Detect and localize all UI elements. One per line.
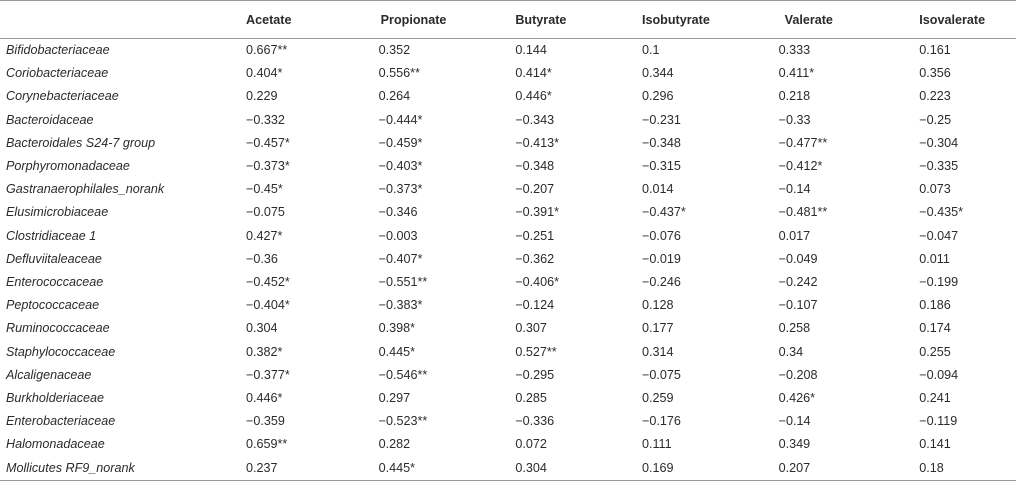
correlation-cell: 0.207 [747,456,882,481]
correlation-cell: −0.348 [515,159,555,174]
correlation-cell: 0.141 [919,437,951,452]
family-name-cell: Enterococcaceae [6,274,104,289]
table-row [0,85,1016,108]
correlation-cell: −0.33 [778,112,811,127]
correlation-cell: −0.546** [378,367,428,382]
correlation-cell: −0.335 [919,159,959,174]
correlation-cell: −0.346 [378,205,418,220]
correlation-cell: 0.223 [919,89,951,104]
correlation-cell: 0.285 [515,390,547,405]
correlation-cell: −0.231 [641,112,681,127]
table-row [0,201,1016,224]
correlation-cell: −0.199 [919,274,959,289]
correlation-cell: −0.242 [778,274,818,289]
correlation-cell: 0.011 [919,251,950,266]
family-name-cell: Coriobacteriaceae [6,66,109,81]
correlation-cell: 0.398* [378,321,416,336]
correlation-cell: 0.667** [246,43,288,58]
table-row [0,108,1016,131]
correlation-cell: −0.377* [246,367,290,382]
correlation-cell: 0.356 [919,66,951,81]
correlation-cell: 0.111 [641,437,672,452]
family-name-cell: Corynebacteriaceae [6,89,119,104]
correlation-cell: −0.383* [378,298,423,313]
correlation-cell: 0.218 [778,89,811,104]
family-name-cell: Gastranaerophilales_norank [6,182,165,197]
correlation-cell: 0.427* [246,228,283,243]
family-name-cell: Elusimicrobiaceae [6,205,109,220]
correlation-cell: −0.403* [378,159,423,174]
correlation-cell: 0.169 [612,456,747,481]
correlation-cell: −0.407* [378,251,423,266]
correlation-cell: −0.207 [515,182,555,197]
family-name-cell: Defluviitaleaceae [6,251,102,266]
correlation-cell: 0.382* [246,344,283,359]
correlation-cell: −0.251 [515,228,555,243]
family-name-cell: Ruminococcaceae [6,321,110,336]
correlation-cell: −0.362 [515,251,555,266]
table-row [0,363,1016,386]
family-name-cell: Halomonadaceae [6,437,105,452]
correlation-cell: −0.348 [641,135,681,150]
header-isovalerate: Isovalerate [881,1,1016,39]
correlation-cell: −0.107 [778,298,818,313]
correlation-cell: 0.282 [378,437,411,452]
table-row [0,131,1016,154]
table-row [0,178,1016,201]
correlation-cell: 0.527** [515,344,557,359]
correlation-cell: 0.258 [778,321,811,336]
correlation-cell: −0.36 [246,251,278,266]
correlation-cell: 0.229 [246,89,278,104]
correlation-cell: 0.259 [641,390,674,405]
correlation-cell: 0.014 [641,182,674,197]
correlation-cell: 0.344 [641,66,674,81]
correlation-cell: 0.186 [919,298,951,313]
family-name-cell: Bacteroidaceae [6,112,94,127]
correlation-cell: −0.45* [246,182,283,197]
correlation-cell: 0.333 [778,43,811,58]
correlation-cell: 0.1 [641,43,660,58]
table-row [0,294,1016,317]
correlation-cell: 0.426* [778,390,816,405]
correlation-cell: −0.359 [246,414,285,429]
correlation-cell: 0.414* [515,66,552,81]
correlation-cell: −0.373* [246,159,290,174]
correlation-cell: −0.391* [515,205,560,220]
correlation-cell: −0.332 [246,112,285,127]
correlation-cell: 0.177 [641,321,674,336]
correlation-cell: −0.481** [778,205,828,220]
family-name-cell: Bifidobacteriaceae [6,43,110,58]
correlation-cell: −0.452* [246,274,290,289]
correlation-cell: 0.314 [641,344,674,359]
correlation-cell: −0.075 [641,367,681,382]
correlation-cell: −0.246 [641,274,681,289]
table-body [0,39,1016,481]
correlation-cell: 0.241 [919,390,951,405]
correlation-cell: 0.411* [778,66,815,81]
correlation-cell: 0.349 [778,437,811,452]
correlation-cell: −0.208 [778,367,818,382]
family-name-cell: Burkholderiaceae [6,390,105,405]
correlation-cell: −0.047 [919,228,959,243]
correlation-cell: −0.049 [778,251,818,266]
correlation-cell: −0.477** [778,135,828,150]
correlation-cell: −0.435* [919,205,964,220]
correlation-cell: −0.075 [246,205,285,220]
family-name-cell: Alcaligenaceae [6,367,92,382]
correlation-cell: −0.413* [515,135,560,150]
correlation-cell: −0.406* [515,274,560,289]
correlation-cell: 0.445* [343,456,478,481]
header-family [0,1,208,39]
correlation-cell: 0.297 [378,390,411,405]
correlation-cell: 0.659** [246,437,288,452]
correlation-cell: −0.304 [919,135,959,150]
correlation-cell: 0.404* [246,66,283,81]
table-row [0,410,1016,433]
family-name-cell: Mollicutes RF9_norank [0,456,208,481]
correlation-cell: −0.25 [919,112,952,127]
header-row [0,1,1016,39]
table-row [0,317,1016,340]
correlation-cell: −0.094 [919,367,959,382]
header-valerate: Valerate [747,1,882,39]
correlation-cell: 0.445* [378,344,416,359]
table-row [0,154,1016,177]
header-isobutyrate: Isobutyrate [612,1,747,39]
correlation-cell: −0.444* [378,112,423,127]
family-name-cell: Staphylococcaceae [6,344,116,359]
correlation-cell: 0.161 [919,43,951,58]
family-name-cell: Enterobacteriaceae [6,414,116,429]
correlation-cell: −0.523** [378,414,428,429]
correlation-cell: −0.076 [641,228,681,243]
table-row [0,433,1016,456]
correlation-cell: −0.14 [778,182,811,197]
correlation-cell: −0.404* [246,298,290,313]
correlation-cell: −0.551** [378,274,428,289]
correlation-cell: 0.446* [515,89,552,104]
correlation-cell: −0.336 [515,414,555,429]
header-propionate: Propionate [343,1,478,39]
correlation-cell: −0.003 [378,228,418,243]
correlation-cell: 0.255 [919,344,951,359]
correlation-cell: 0.307 [515,321,547,336]
table-row [0,247,1016,270]
correlation-cell: 0.296 [641,89,674,104]
table-row [0,62,1016,85]
correlation-cell: 0.237 [208,456,343,481]
correlation-cell: 0.174 [919,321,951,336]
correlation-cell: −0.019 [641,251,681,266]
correlation-cell: −0.176 [641,414,681,429]
family-name-cell: Porphyromonadaceae [6,159,130,174]
correlation-cell: −0.124 [515,298,555,313]
correlation-cell: 0.304 [477,456,612,481]
correlation-cell: 0.34 [778,344,804,359]
table-row [0,224,1016,247]
correlation-cell: 0.18 [881,456,1016,481]
correlation-cell: 0.352 [378,43,411,58]
correlation-cell: 0.017 [778,228,811,243]
correlation-cell: 0.446* [246,390,283,405]
family-name-cell: Clostridiaceae 1 [6,228,97,243]
correlation-cell: −0.457* [246,135,290,150]
table-row [0,270,1016,293]
correlation-cell: 0.073 [919,182,951,197]
correlation-cell: −0.119 [919,414,958,429]
correlation-cell: 0.128 [641,298,674,313]
table-row [0,456,1016,481]
correlation-cell: −0.437* [641,205,686,220]
header-butyrate: Butyrate [477,1,612,39]
correlation-cell: −0.459* [378,135,423,150]
correlation-cell: 0.264 [378,89,411,104]
correlation-cell: −0.14 [778,414,811,429]
correlation-cell: −0.412* [778,159,823,174]
correlation-cell: −0.343 [515,112,555,127]
correlation-cell: −0.295 [515,367,555,382]
correlation-cell: 0.304 [246,321,278,336]
table-row [0,386,1016,409]
table-row [0,340,1016,363]
header-acetate: Acetate [208,1,343,39]
family-name-cell: Bacteroidales S24-7 group [6,135,156,150]
correlation-cell: −0.315 [641,159,681,174]
correlation-cell: 0.072 [515,437,547,452]
correlation-cell: 0.556** [378,66,420,81]
correlation-cell: 0.144 [515,43,547,58]
correlation-cell: −0.373* [378,182,423,197]
table-row [0,39,1016,62]
family-name-cell: Peptococcaceae [6,298,100,313]
